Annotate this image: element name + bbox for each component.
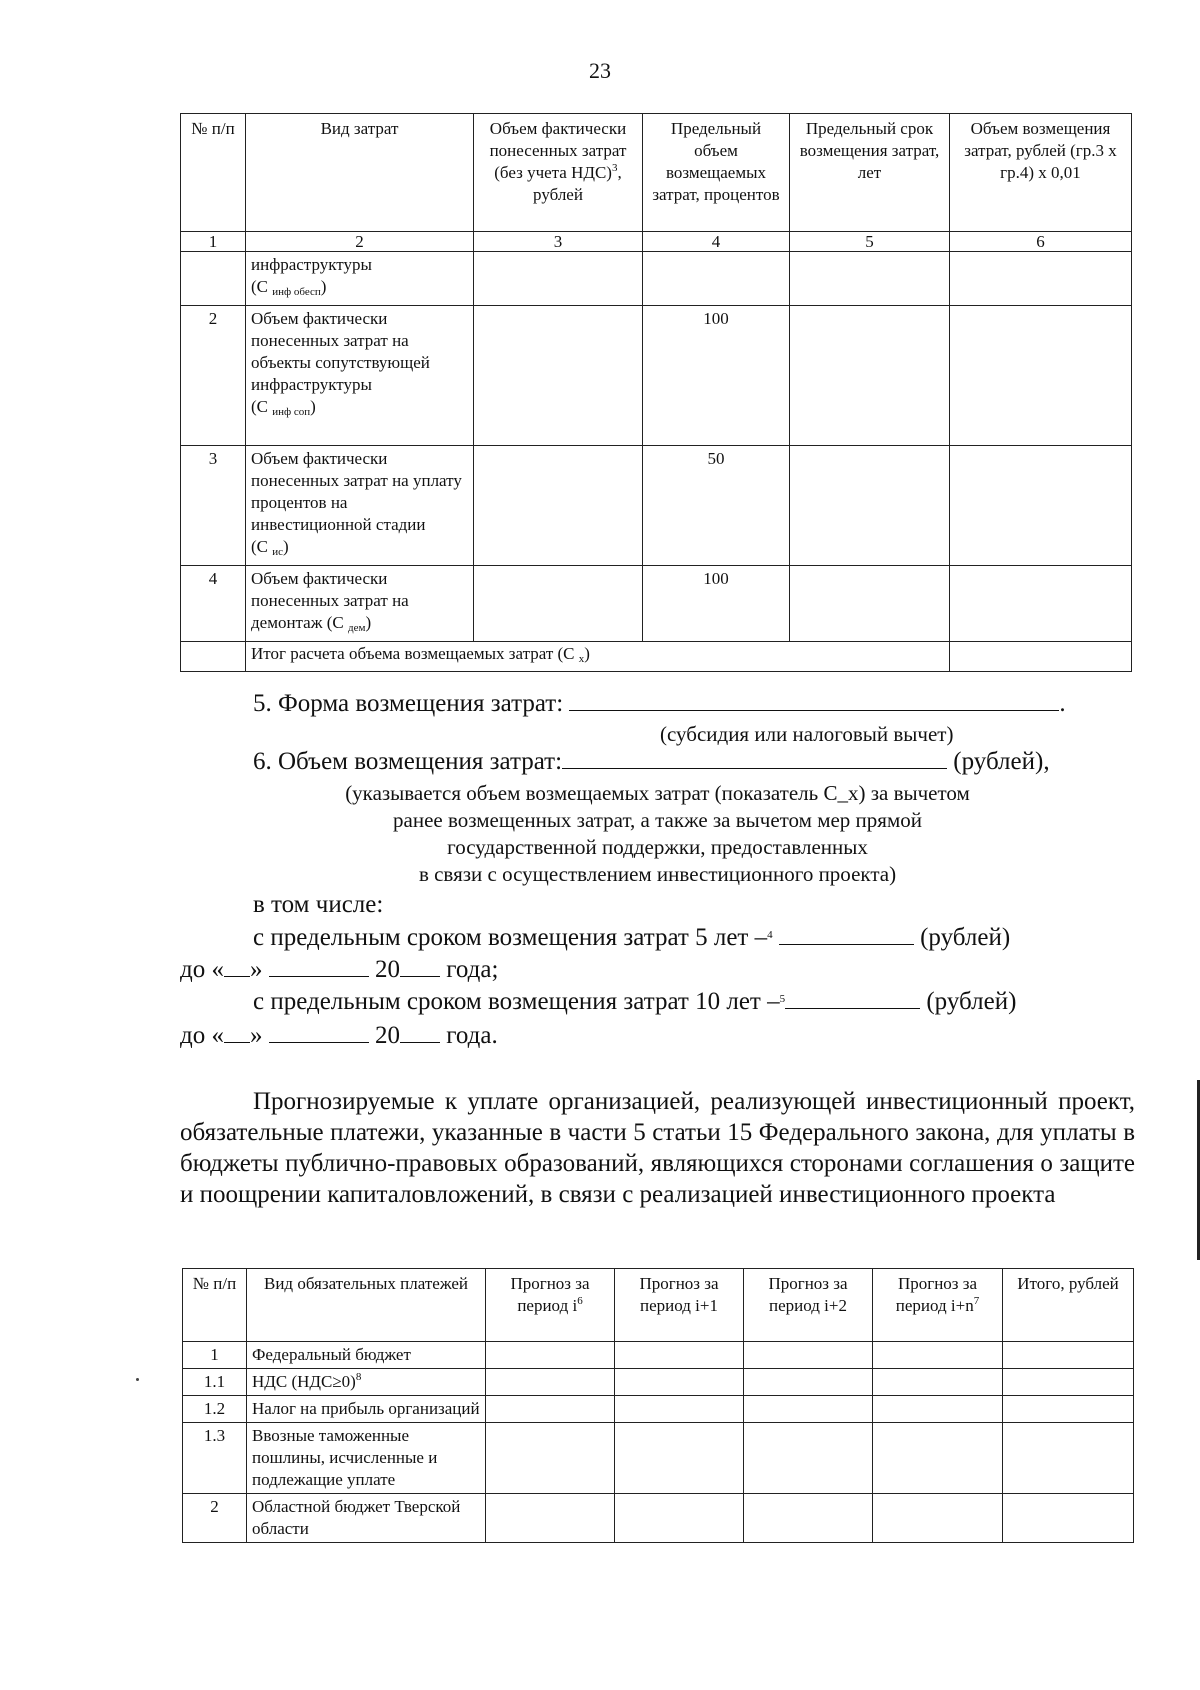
row-value	[744, 1342, 873, 1369]
row-value	[1003, 1369, 1134, 1396]
table-row	[181, 446, 1132, 566]
row-cost-type: Объем фактически понесенных затрат на уплату процентов на инвестиционной стадии (С $_{ис}$)	[246, 446, 474, 566]
row-value	[744, 1369, 873, 1396]
row-number: 1.3	[183, 1423, 247, 1494]
column-number: 3	[474, 232, 643, 252]
total-row	[181, 642, 1132, 672]
row-cost-type: Объем фактически понесенных затрат на объекты сопутствующей инфраструктуры (С $_{инф соп}$)	[246, 306, 474, 446]
row-limit: 100	[643, 566, 790, 642]
term5-until-line: до « » 20 года;	[180, 956, 499, 983]
table-row	[183, 1342, 1134, 1369]
row-value	[1003, 1494, 1134, 1543]
header-num: № п/п	[183, 1269, 247, 1342]
header-compensation: Объем возмещения затрат, рублей (гр.3 х гр.4) х 0,01	[950, 114, 1132, 232]
row-value	[873, 1396, 1003, 1423]
term10-month-blank	[269, 1020, 369, 1043]
row-term	[790, 252, 950, 306]
row-value	[744, 1423, 873, 1494]
row-term	[790, 566, 950, 642]
row-payment-type: Налог на прибыль организаций	[247, 1396, 486, 1423]
header-limit-term: Предельный срок возмещения затрат, лет	[790, 114, 950, 232]
column-number: 6	[950, 232, 1132, 252]
row-value	[615, 1369, 744, 1396]
section5-end: .	[1059, 690, 1066, 717]
column-number: 4	[643, 232, 790, 252]
row-limit: 100	[643, 306, 790, 446]
row-actual-cost	[474, 252, 643, 306]
row-value	[486, 1494, 615, 1543]
payments-paragraph: Прогнозируемые к уплате организацией, реализующей инвестиционный проект, обязательные платежи, указанные в части 5 статьи 15 Федерального закона, для уплаты в бюджеты публично-правовых образований, являющихся сторонами соглашения о защите и поощрении капиталовложений, в связи с реализацией инвестиционного проекта	[180, 1088, 1135, 1208]
section6-blank	[562, 746, 947, 769]
row-number: 1.2	[183, 1396, 247, 1423]
row-term	[790, 446, 950, 566]
payments-table	[182, 1268, 1134, 1543]
header-period-i: Прогноз за период $i^6$	[486, 1269, 615, 1342]
total-value	[950, 642, 1132, 672]
row-number: 3	[181, 446, 246, 566]
column-number: 2	[246, 232, 474, 252]
row-compensation	[950, 566, 1132, 642]
row-actual-cost	[474, 446, 643, 566]
table-row	[183, 1396, 1134, 1423]
row-actual-cost	[474, 566, 643, 642]
costs-table	[180, 113, 1132, 672]
header-actual-costs: Объем фактически понесенных затрат (без учета НДС)$^3$, рублей	[474, 114, 643, 232]
row-compensation	[950, 252, 1132, 306]
column-number: 5	[790, 232, 950, 252]
row-number: 1.1	[183, 1369, 247, 1396]
section5-hint: (субсидия или налоговый вычет)	[660, 722, 954, 746]
header-limit-volume: Предельный объем возмещаемых затрат, процентов	[643, 114, 790, 232]
row-value	[744, 1494, 873, 1543]
section6-line	[253, 746, 1050, 777]
row-term	[790, 306, 950, 446]
term5-year-blank	[400, 954, 440, 977]
header-period-i2: Прогноз за период i+2	[744, 1269, 873, 1342]
row-value	[615, 1423, 744, 1494]
header-total: Итого, рублей	[1003, 1269, 1134, 1342]
section6-unit: (рублей),	[953, 748, 1050, 775]
including-label: в том числе:	[253, 891, 384, 918]
row-actual-cost	[474, 306, 643, 446]
total-label: Итог расчета объема возмещаемых затрат (С $_х$)	[246, 642, 950, 672]
row-number: 2	[181, 306, 246, 446]
row-compensation	[950, 446, 1132, 566]
header-period-in: Прогноз за период $i+n^7$	[873, 1269, 1003, 1342]
row-value	[873, 1369, 1003, 1396]
row-value	[873, 1494, 1003, 1543]
row-value	[1003, 1423, 1134, 1494]
header-cost-type: Вид затрат	[246, 114, 474, 232]
table-row	[181, 306, 1132, 446]
row-value	[615, 1494, 744, 1543]
section5-label: 5. Форма возмещения затрат:	[253, 690, 564, 717]
row-value	[744, 1396, 873, 1423]
row-cost-type: инфраструктуры (С $_{инф обесп}$)	[246, 252, 474, 306]
row-number: 1	[183, 1342, 247, 1369]
row-value	[1003, 1396, 1134, 1423]
term10-day-blank	[224, 1020, 250, 1043]
term10-amount-blank	[785, 986, 920, 1009]
section5-blank	[569, 688, 1059, 711]
term10-until-line: до « » 20 года.	[180, 1022, 498, 1049]
table-row	[183, 1423, 1134, 1494]
row-payment-type: Ввозные таможенные пошлины, исчисленные и подлежащие уплате	[247, 1423, 486, 1494]
row-limit	[643, 252, 790, 306]
term10-line: с предельным сроком возмещения затрат 10 лет –$^5$ (рублей)	[253, 988, 1017, 1015]
row-value	[615, 1342, 744, 1369]
section6-hint-3: государственной поддержки, предоставленных	[447, 835, 868, 859]
column-numbers-row	[181, 232, 1132, 252]
section6-hint-4: в связи с осуществлением инвестиционного проекта)	[418, 862, 897, 886]
page-number: 23	[589, 58, 611, 83]
row-value	[486, 1342, 615, 1369]
scan-dot	[136, 1378, 139, 1381]
row-number: 4	[181, 566, 246, 642]
row-value	[486, 1369, 615, 1396]
header-period-i1: Прогноз за период i+1	[615, 1269, 744, 1342]
row-value	[873, 1423, 1003, 1494]
term5-line: с предельным сроком возмещения затрат 5 лет –$^4$ (рублей)	[253, 924, 1011, 951]
section6-hint-1: (указывается объем возмещаемых затрат (показатель С_х) за вычетом	[345, 781, 970, 805]
row-payment-type: Федеральный бюджет	[247, 1342, 486, 1369]
row-value	[486, 1396, 615, 1423]
term5-day-blank	[224, 954, 250, 977]
section6-label: 6. Объем возмещения затрат:	[253, 748, 563, 775]
section6-hint-2: ранее возмещенных затрат, а также за вычетом мер прямой	[393, 808, 922, 832]
term5-amount-blank	[779, 922, 914, 945]
table-row	[183, 1494, 1134, 1543]
row-limit: 50	[643, 446, 790, 566]
row-cost-type: Объем фактически понесенных затрат на демонтаж (С $_{дем}$)	[246, 566, 474, 642]
total-num-cell	[181, 642, 246, 672]
row-value	[615, 1396, 744, 1423]
row-payment-type: Областной бюджет Тверской области	[247, 1494, 486, 1543]
row-compensation	[950, 306, 1132, 446]
row-value	[873, 1342, 1003, 1369]
header-num: № п/п	[181, 114, 246, 232]
row-number: 2	[183, 1494, 247, 1543]
table-row	[181, 566, 1132, 642]
row-number	[181, 252, 246, 306]
row-value	[1003, 1342, 1134, 1369]
header-payment-type: Вид обязательных платежей	[247, 1269, 486, 1342]
term5-month-blank	[269, 954, 369, 977]
row-value	[486, 1423, 615, 1494]
term10-year-blank	[400, 1020, 440, 1043]
row-payment-type: НДС (НДС≥0)$^8$	[247, 1369, 486, 1396]
section5-line	[253, 688, 1066, 719]
table-row	[181, 252, 1132, 306]
table-row	[183, 1369, 1134, 1396]
column-number: 1	[181, 232, 246, 252]
